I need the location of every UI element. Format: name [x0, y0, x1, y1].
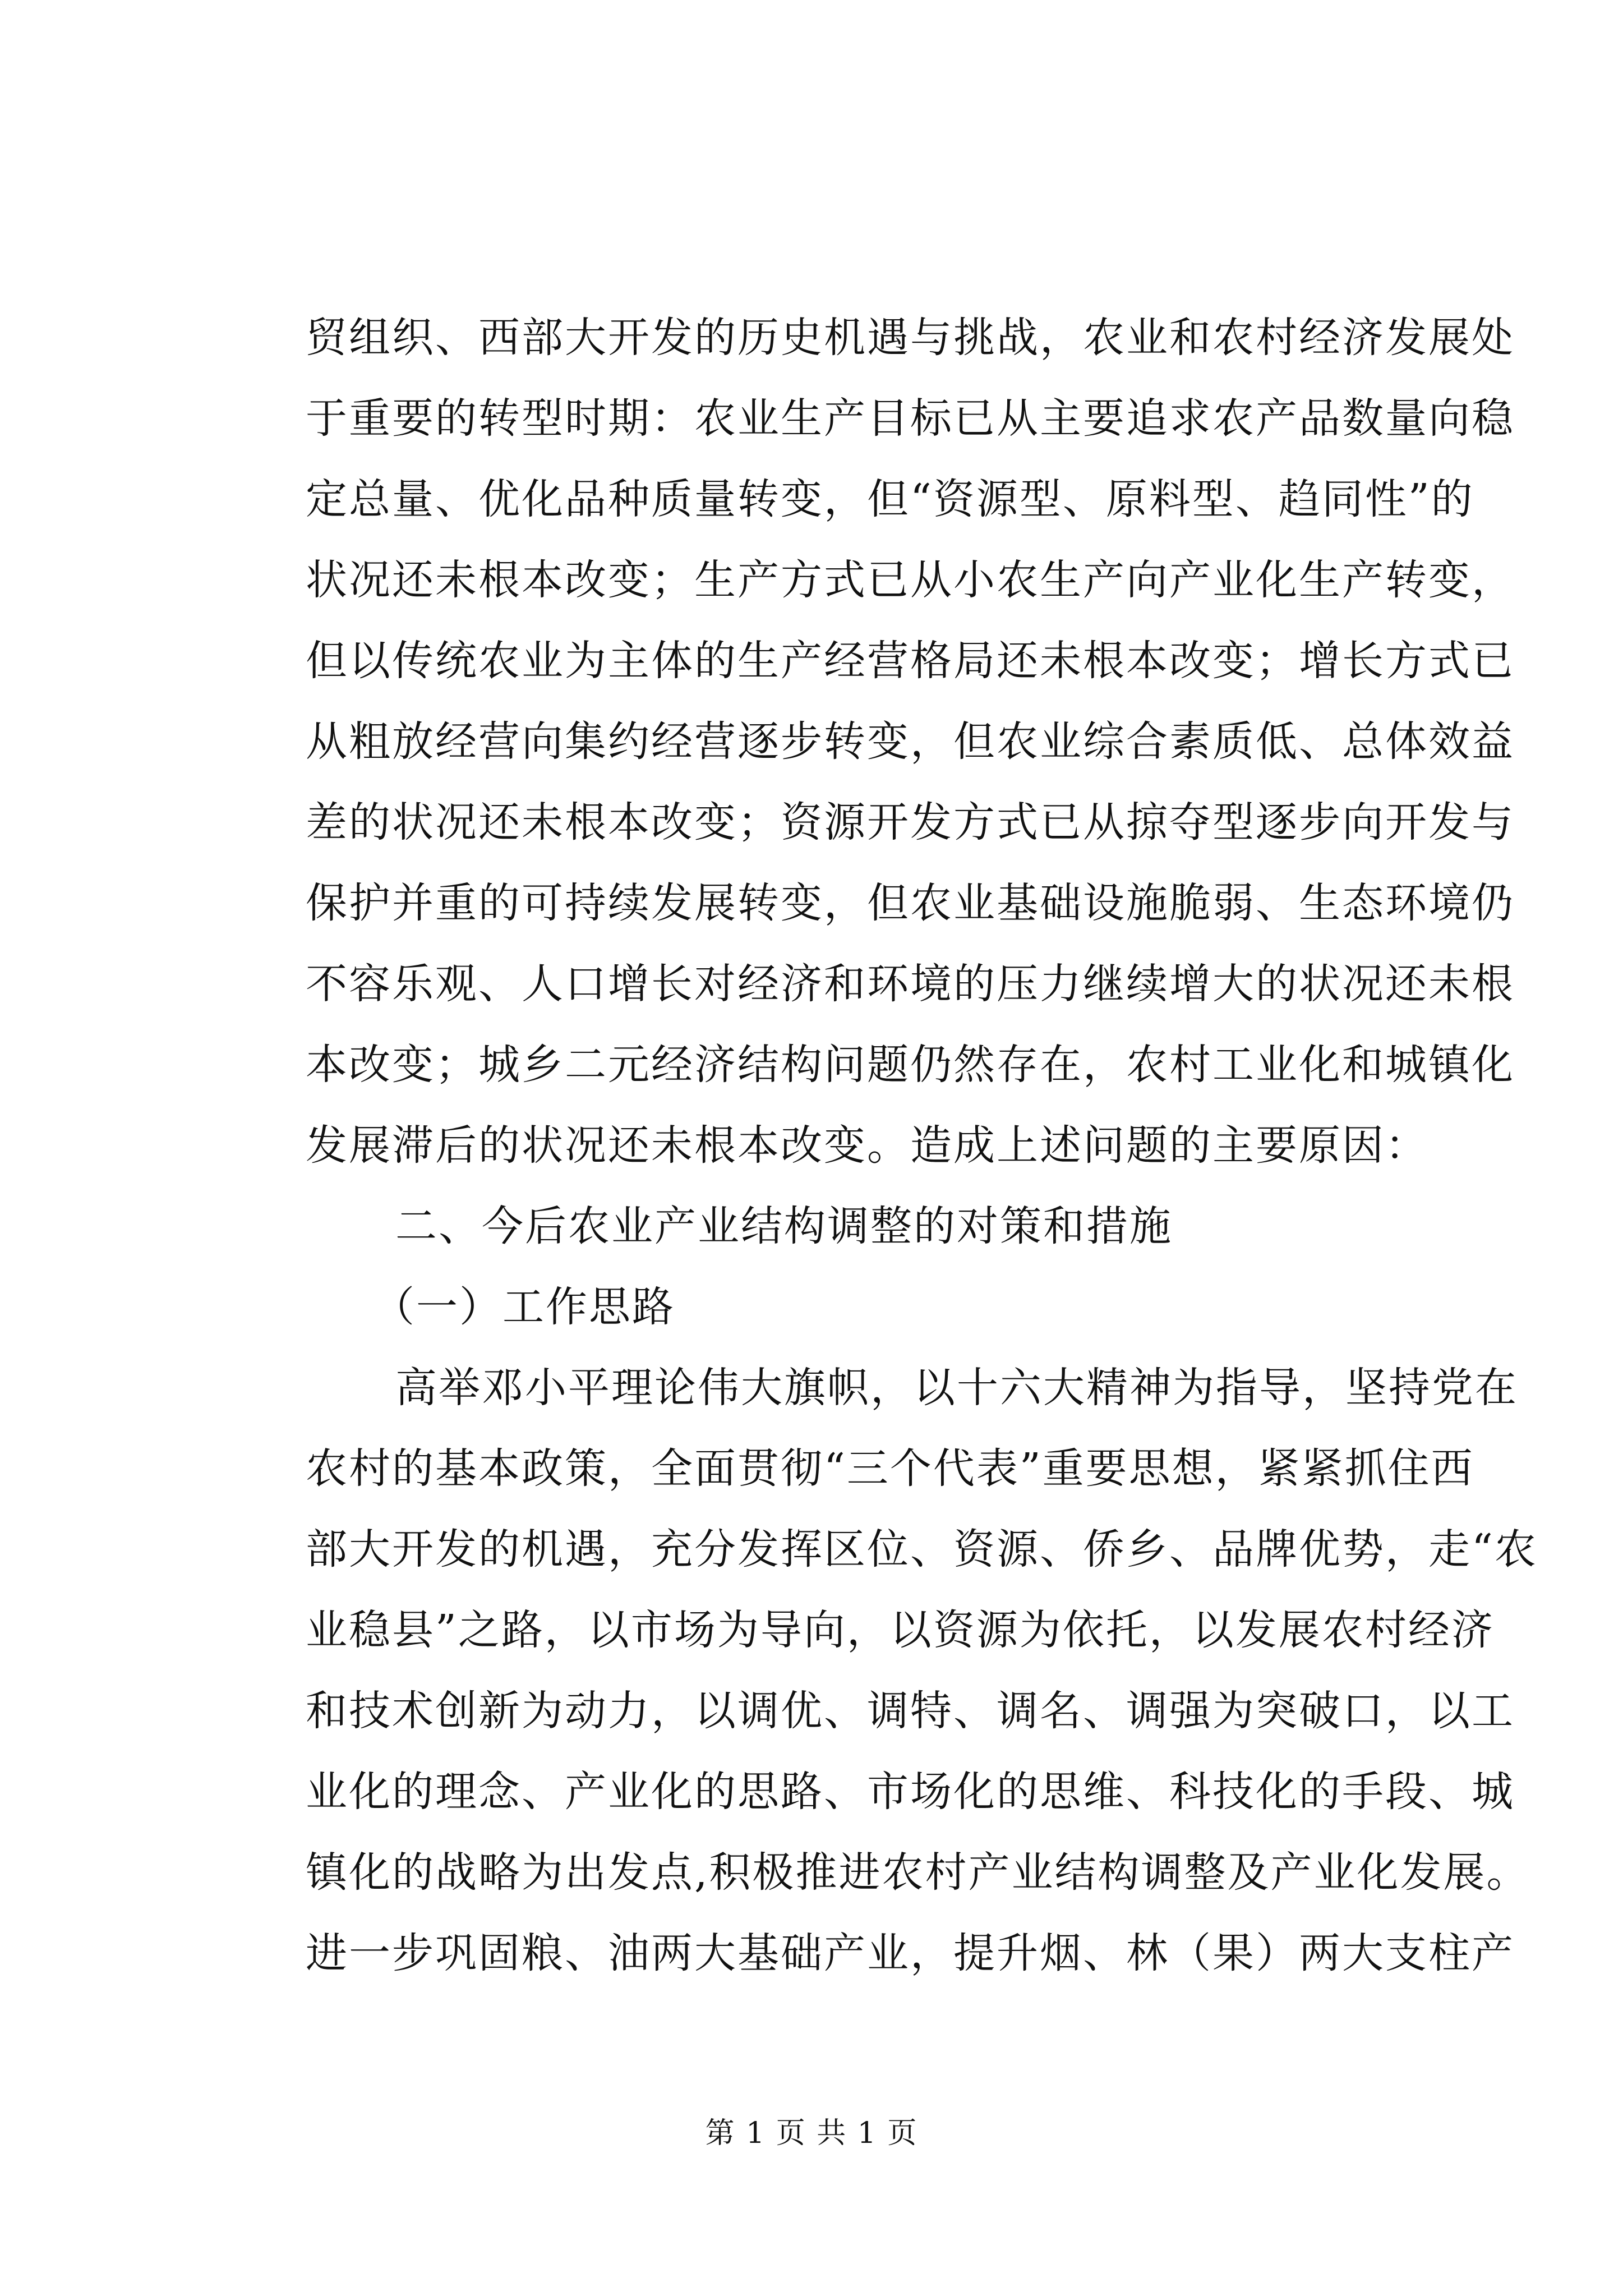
paragraph-line: 从粗放经营向集约经营逐步转变，但农业综合素质低、总体效益 [306, 717, 1515, 766]
paragraph-line: 本改变；城乡二元经济结构问题仍然存在，农村工业化和城镇化 [306, 1041, 1515, 1089]
paragraph-line: 高举邓小平理论伟大旗帜，以十六大精神为指导，坚持党在 [395, 1364, 1518, 1412]
page-number-footer: 第 1 页 共 1 页 [705, 2116, 918, 2150]
paragraph-line: 部大开发的机遇，充分发挥区位、资源、侨乡、品牌优势，走“农 [306, 1525, 1538, 1573]
paragraph-line: 业稳县”之路，以市场为导向，以资源为依托，以发展农村经济 [306, 1606, 1495, 1654]
paragraph-line: 但以传统农业为主体的生产经营格局还未根本改变；增长方式已 [306, 637, 1515, 685]
paragraph-line: 定总量、优化品种质量转变，但“资源型、原料型、趋同性”的 [306, 475, 1474, 523]
paragraph-line: 镇化的战略为出发点,积极推进农村产业结构调整及产业化发展。 [306, 1848, 1530, 1897]
paragraph-line: 状况还未根本改变；生产方式已从小农生产向产业化生产转变， [306, 556, 1515, 604]
paragraph-line: 于重要的转型时期：农业生产目标已从主要追求农产品数量向稳 [306, 394, 1515, 443]
paragraph-line: 不容乐观、人口增长对经济和环境的压力继续增大的状况还未根 [306, 960, 1515, 1008]
paragraph-line: 保护并重的可持续发展转变，但农业基础设施脆弱、生态环境仍 [306, 879, 1515, 927]
paragraph-line: 农村的基本政策，全面贯彻“三个代表”重要思想，紧紧抓住西 [306, 1444, 1474, 1493]
subsection-heading: （一）工作思路 [373, 1283, 675, 1331]
paragraph-line: 贸组织、西部大开发的历史机遇与挑战，农业和农村经济发展处 [306, 314, 1515, 362]
paragraph-line: 业化的理念、产业化的思路、市场化的思维、科技化的手段、城 [306, 1768, 1515, 1816]
paragraph-line: 差的状况还未根本改变；资源开发方式已从掠夺型逐步向开发与 [306, 798, 1515, 846]
paragraph-line: 发展滞后的状况还未根本改变。造成上述问题的主要原因： [306, 1121, 1428, 1170]
section-heading: 二、今后农业产业结构调整的对策和措施 [395, 1202, 1173, 1250]
paragraph-line: 和技术创新为动力，以调优、调特、调名、调强为突破口，以工 [306, 1687, 1515, 1735]
paragraph-line: 进一步巩固粮、油两大基础产业，提升烟、林（果）两大支柱产 [306, 1929, 1515, 1977]
document-body [306, 297, 1538, 1994]
